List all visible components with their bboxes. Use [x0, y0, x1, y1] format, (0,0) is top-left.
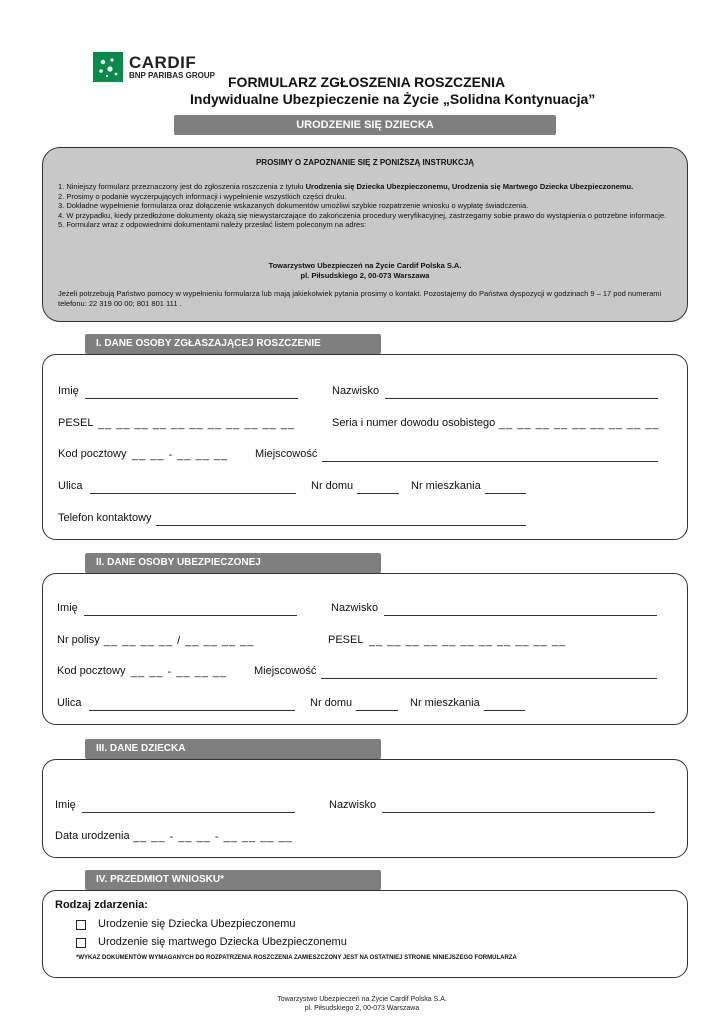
s2-house-no-label: Nr domu: [310, 697, 353, 709]
s1-phone-field[interactable]: [156, 525, 526, 526]
instruction-item-2: 2. Prosimy o podanie wyczerpujących informacji i wypełnienie wszystkich części druku.: [58, 191, 347, 201]
s3-birth-date-label: Data urodzenia: [55, 830, 130, 842]
s1-id-number-label: Seria i numer dowodu osobistego: [332, 417, 496, 429]
s2-policy-no-label: Nr polisy: [57, 634, 100, 646]
cardif-logo-icon: [93, 52, 123, 82]
logo-name: CARDIF: [129, 53, 197, 72]
s1-apartment-no-label: Nr mieszkania: [411, 480, 481, 492]
s2-apartment-no-field[interactable]: [484, 710, 525, 711]
option-live-birth-label: Urodzenie się Dziecka Ubezpieczonemu: [98, 918, 296, 930]
s2-city-field[interactable]: [321, 678, 657, 679]
instruction-box: [42, 147, 688, 322]
instruction-list: [58, 182, 673, 230]
s2-last-name-label: Nazwisko: [331, 602, 379, 614]
s1-last-name-field[interactable]: [385, 398, 658, 399]
option-stillbirth-label: Urodzenie się martwego Dziecka Ubezpieczonemu: [98, 936, 347, 948]
logo-subtitle: BNP PARIBAS GROUP: [129, 71, 215, 80]
s2-policy-no-field[interactable]: __ __ __ __ / __ __ __ __: [104, 635, 255, 647]
form-subtitle: Indywidualne Ubezpieczenie na Życie „Solidna Kontynuacja”: [190, 91, 596, 107]
s2-pesel-label: PESEL: [328, 634, 364, 646]
instruction-heading: PROSIMY O ZAPOZNANIE SIĘ Z PONIŻSZĄ INSTRUKCJĄ: [255, 158, 475, 167]
mailing-address: [43, 261, 687, 280]
footer-company: Towarzystwo Ubezpieczeń na Życie Cardif Polska S.A.: [277, 996, 447, 1003]
address-line-1: Towarzystwo Ubezpieczeń na Życie Cardif Polska S.A.: [268, 261, 462, 270]
instruction-item-3: 3. Dokładne wypełnienie formularza oraz dołączenie wskazanych dokumentów umożliwi szybkie rozpatrzenie wniosku o wypłatę świadczenia.: [58, 201, 529, 210]
s1-last-name-label: Nazwisko: [332, 385, 380, 397]
s2-house-no-field[interactable]: [356, 710, 398, 711]
s3-first-name-field[interactable]: [82, 812, 295, 813]
s1-id-number-field[interactable]: __ __ __ __ __ __ __ __ __: [499, 418, 660, 430]
s2-first-name-field[interactable]: [84, 615, 297, 616]
s1-phone-label: Telefon kontaktowy: [58, 512, 152, 524]
section-4-title: IV. PRZEDMIOT WNIOSKU*: [85, 870, 381, 890]
checkbox-stillbirth[interactable]: [76, 938, 86, 948]
address-line-2: pl. Piłsudskiego 2, 00-073 Warszawa: [300, 270, 430, 280]
s2-first-name-label: Imię: [57, 602, 78, 614]
form-title: FORMULARZ ZGŁOSZENIA ROSZCZENIA: [228, 74, 506, 90]
s3-birth-date-field[interactable]: __ __ - __ __ - __ __ __ __: [133, 831, 293, 843]
s3-first-name-label: Imię: [55, 799, 76, 811]
s1-house-no-field[interactable]: [357, 493, 399, 494]
s3-last-name-label: Nazwisko: [329, 799, 377, 811]
s1-street-label: Ulica: [58, 480, 83, 492]
section-2-title: II. DANE OSOBY UBEZPIECZONEJ: [85, 553, 381, 573]
instruction-item-1: [58, 182, 673, 192]
s1-first-name-label: Imię: [58, 385, 79, 397]
s2-apartment-no-label: Nr mieszkania: [410, 697, 480, 709]
section-2-box: [42, 573, 688, 725]
event-type-label: Rodzaj zdarzenia:: [55, 899, 148, 911]
s1-pesel-label: PESEL: [58, 417, 94, 429]
instruction-item-4: 4. W przypadku, kiedy przedłożone dokumenty okażą się niewystarczające do zakończenia procedury weryfikacyjnej, zastrzegamy sobie prawo do wystąpienia o potrzebne informacje.: [58, 210, 667, 220]
section-3-title: III. DANE DZIECKA: [85, 739, 381, 759]
footer-address: pl. Piłsudskiego 2, 00-073 Warszawa: [304, 1005, 420, 1012]
s3-last-name-field[interactable]: [382, 812, 655, 813]
s2-postal-code-label: Kod pocztowy: [57, 665, 126, 677]
s2-last-name-field[interactable]: [384, 615, 657, 616]
checkbox-live-birth[interactable]: [76, 920, 86, 930]
s2-street-label: Ulica: [57, 697, 82, 709]
s1-first-name-field[interactable]: [85, 398, 298, 399]
s1-apartment-no-field[interactable]: [485, 493, 526, 494]
s2-postal-code-field[interactable]: __ __ - __ __ __: [131, 666, 228, 678]
s2-pesel-field[interactable]: __ __ __ __ __ __ __ __ __ __ __: [369, 635, 567, 647]
s1-city-field[interactable]: [322, 461, 658, 462]
s1-street-field[interactable]: [90, 493, 296, 494]
s1-postal-code-label: Kod pocztowy: [58, 448, 127, 460]
contact-info: Jeżeli potrzebują Państwo pomocy w wypełnieniu formularza lub mają jakiekolwiek pytania prosimy o kontakt. Pozostajemy do Państwa dyspozycji w godzinach 9 – 17 pod numerami telefonu: 22 319 00 00; 801 801 111 .: [58, 289, 662, 308]
instruction-item-1-bold: Urodzenia się Dziecka Ubezpieczonemu, Urodzenia się Martwego Dziecka Ubezpieczonemu.: [305, 182, 634, 191]
s1-pesel-field[interactable]: __ __ __ __ __ __ __ __ __ __ __: [98, 418, 296, 430]
s1-postal-code-field[interactable]: __ __ - __ __ __: [132, 449, 229, 461]
instruction-item-1-text: 1. Niniejszy formularz przeznaczony jest do zgłoszenia roszczenia z tytułu: [58, 182, 306, 191]
form-type-banner: URODZENIE SIĘ DZIECKA: [174, 115, 556, 135]
s2-city-label: Miejscowość: [254, 665, 317, 677]
documents-note: *WYKAZ DOKUMENTÓW WYMAGANYCH DO ROZPATRZENIA ROSZCZENIA ZAMIESZCZONY JEST NA OSTATNIEJ STRONIE NINIEJSZEGO FORMULARZA: [76, 955, 517, 961]
s2-street-field[interactable]: [89, 710, 295, 711]
section-1-title: I. DANE OSOBY ZGŁASZAJĄCEJ ROSZCZENIE: [85, 334, 381, 354]
cardif-logo: [93, 52, 233, 84]
s1-house-no-label: Nr domu: [311, 480, 354, 492]
instruction-item-5: 5. Formularz wraz z odpowiednimi dokumentami należy przesłać listem poleconym na adres:: [58, 220, 367, 229]
s1-city-label: Miejscowość: [255, 448, 318, 460]
footer: [0, 995, 724, 1013]
